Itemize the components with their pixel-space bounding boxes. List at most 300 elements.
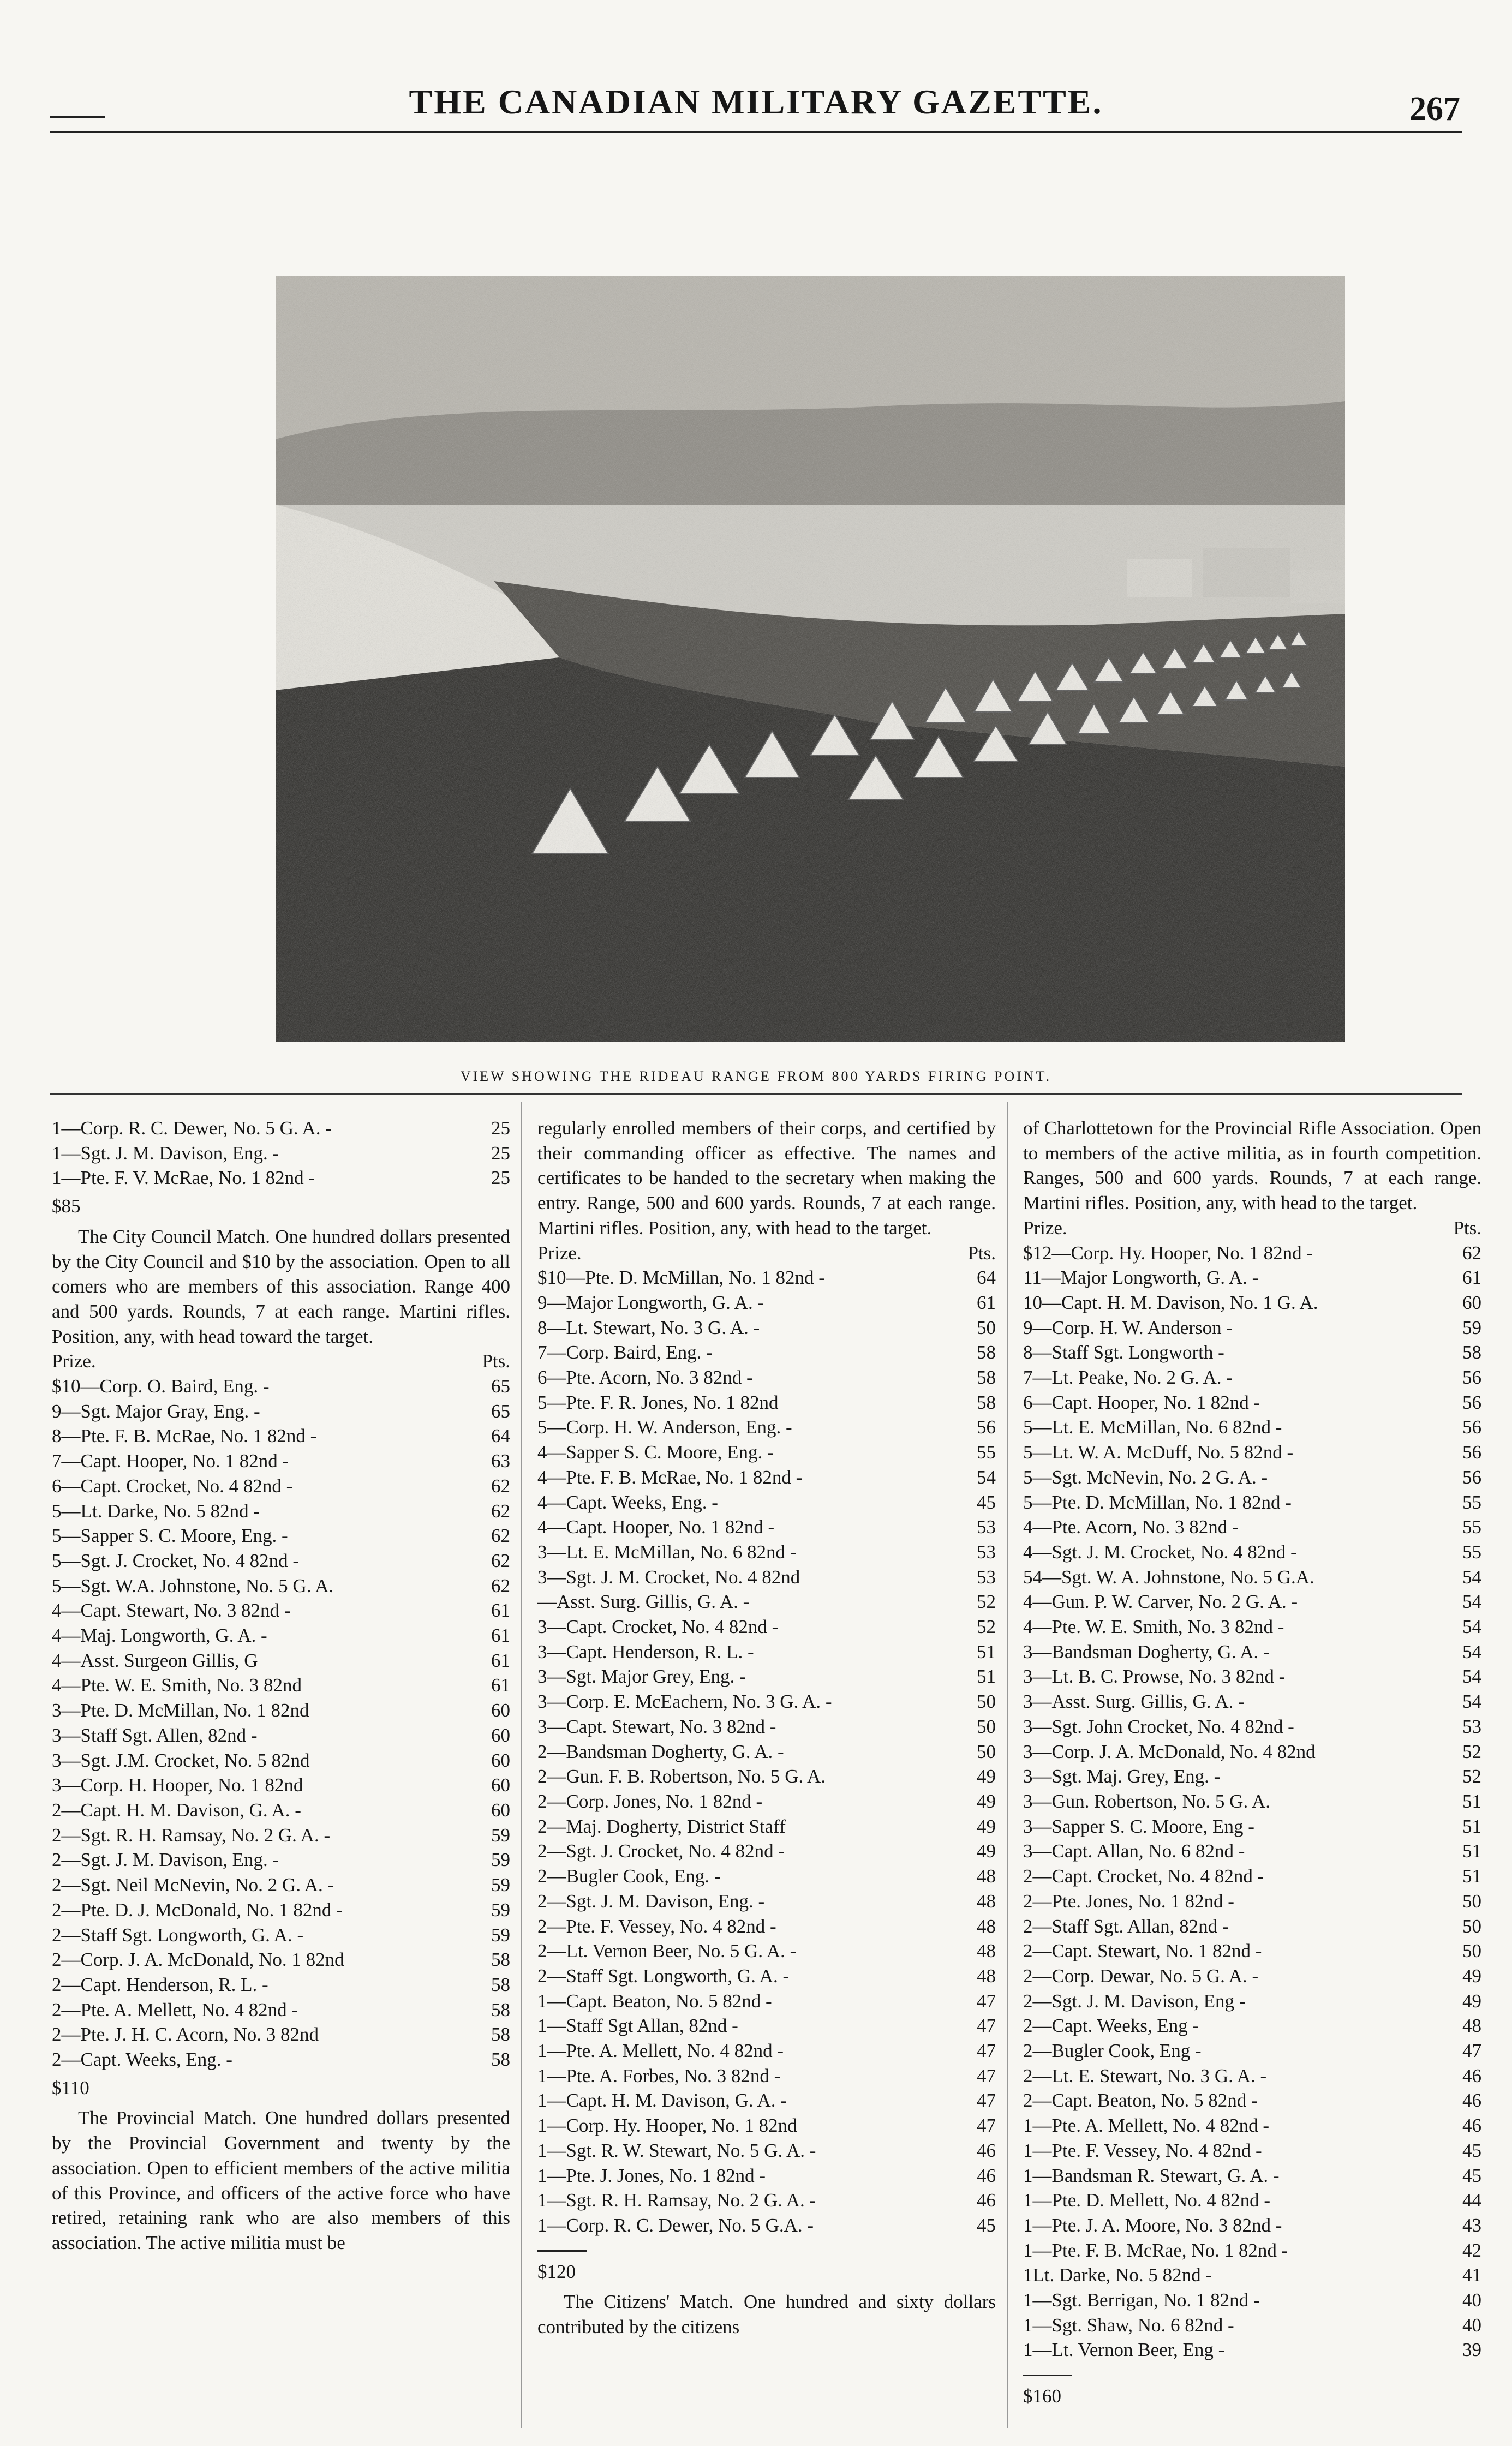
prize-header [1023,1216,1481,1241]
result-entry [537,1839,996,1864]
result-entry [537,2088,996,2113]
competitor-name: 4—Sapper S. C. Moore, Eng. - [537,1442,774,1463]
competitor-name: 3—Sgt. J.M. Crocket, No. 5 82nd [52,1749,310,1771]
points-value: 49 [977,1840,996,1862]
points-value: 52 [1462,1741,1481,1762]
result-entry [537,1340,996,1365]
page-title: THE CANADIAN MILITARY GAZETTE. [409,82,1103,121]
prize-header [537,1241,996,1266]
photo-illustration [276,276,1345,1042]
result-entry [52,1623,510,1648]
points-value: 53 [977,1566,996,1588]
points-value: 55 [977,1442,996,1463]
result-entry [537,1490,996,1515]
result-entry [537,1864,996,1889]
points-value: 45 [977,1491,996,1513]
competitor-name: 8—Pte. F. B. McRae, No. 1 82nd - [52,1425,317,1447]
competitor-name: 2—Capt. Weeks, Eng - [1023,2015,1199,2037]
result-entry [1023,1664,1481,1689]
result-entry [1023,1640,1481,1665]
competitor-name: 2—Lt. Vernon Beer, No. 5 G. A. - [537,1940,797,1962]
points-value: 49 [1462,1990,1481,2012]
points-value: 60 [491,1799,510,1821]
points-value: 58 [491,1949,510,1971]
competitor-name: 7—Capt. Hooper, No. 1 82nd - [52,1450,289,1472]
competitor-name: 7—Corp. Baird, Eng. - [537,1342,713,1363]
competitor-name: $10—Pte. D. McMillan, No. 1 82nd - [537,1267,825,1289]
page-number: 267 [1409,91,1460,128]
points-value: 60 [1462,1291,1481,1313]
competitor-name: 3—Capt. Stewart, No. 3 82nd - [537,1715,776,1737]
points-value: 45 [1462,2139,1481,2161]
result-entry [537,1989,996,2014]
result-entry [52,1847,510,1873]
competitor-name: 4—Capt. Weeks, Eng. - [537,1491,718,1513]
column-1 [52,1116,510,2256]
competitor-name: 1Lt. Darke, No. 5 82nd - [1023,2264,1212,2286]
result-entry [537,1764,996,1789]
competitor-name: 2—Bugler Cook, Eng - [1023,2040,1202,2062]
competitor-name: 3—Capt. Henderson, R. L. - [537,1641,754,1662]
points-value: 49 [977,1790,996,1812]
points-value: 44 [1462,2190,1481,2211]
points-value: 60 [491,1749,510,1771]
competitor-name: 2—Pte. F. Vessey, No. 4 82nd - [537,1915,776,1937]
result-entry [537,1889,996,1914]
competitor-name: 6—Capt. Hooper, No. 1 82nd - [1023,1391,1260,1413]
result-entry [1023,1565,1481,1590]
points-value: 61 [491,1600,510,1622]
result-entry [52,1141,510,1166]
points-value: 59 [491,1899,510,1921]
competitor-name: 3—Sgt. Maj. Grey, Eng. - [1023,1766,1221,1787]
result-entry [52,1898,510,1923]
result-entry [537,1465,996,1490]
column-divider [521,1102,522,2428]
result-entry [1023,2263,1481,2288]
competitor-name: 2—Corp. J. A. McDonald, No. 1 82nd [52,1949,344,1971]
points-value: 55 [1462,1491,1481,1513]
competitor-name: 1—Pte. F. V. McRae, No. 1 82nd - [52,1167,315,1189]
points-value: 56 [977,1416,996,1438]
points-value: 62 [491,1475,510,1497]
points-value: 52 [977,1616,996,1638]
competitor-name: 3—Corp. J. A. McDonald, No. 4 82nd [1023,1741,1316,1762]
result-entry [1023,1241,1481,1266]
result-entry [52,1748,510,1773]
result-entry [52,1574,510,1599]
result-entry [1023,1814,1481,1839]
competitor-name: $12—Corp. Hy. Hooper, No. 1 82nd - [1023,1242,1313,1264]
result-entry [1023,2238,1481,2263]
competitor-name: 3—Sgt. J. M. Crocket, No. 4 82nd [537,1566,800,1588]
result-entry [52,1873,510,1898]
competitor-name: 3—Sgt. Major Grey, Eng. - [537,1666,746,1688]
result-entry [537,1739,996,1765]
points-value: 53 [1462,1715,1481,1737]
result-entry [1023,2213,1481,2238]
result-entry [537,1789,996,1814]
competitor-name: 1—Pte. A. Forbes, No. 3 82nd - [537,2065,781,2086]
competitor-name: 2—Sgt. Neil McNevin, No. 2 G. A. - [52,1874,334,1896]
competitor-name: 5—Sgt. W.A. Johnstone, No. 5 G. A. [52,1575,334,1596]
points-value: 48 [977,1940,996,1962]
result-entry [1023,2313,1481,2338]
result-entry [1023,1739,1481,1765]
points-value: 48 [1462,2015,1481,2037]
competitor-name: 2—Pte. D. J. McDonald, No. 1 82nd - [52,1899,343,1921]
points-value: 47 [1462,2040,1481,2062]
result-list-citizens [1023,1241,1481,2363]
competitor-name: 5—Sgt. J. Crocket, No. 4 82nd - [52,1550,300,1571]
points-label: Pts. [1453,1217,1481,1239]
result-entry [1023,1315,1481,1341]
points-value: 56 [1462,1367,1481,1389]
result-entry [1023,1764,1481,1789]
points-value: 58 [977,1342,996,1363]
prize-header [52,1349,510,1374]
result-entry [52,1798,510,1823]
match-description-provincial: The Provincial Match. One hundred dollars presented by the Provincial Government and twenty by the association. Open to efficient members of the active militia of this Province, and officers of the active force who have retired, retaining rank who are also members of this association. The active militia must be [52,2107,510,2253]
result-list-provincial [537,1265,996,2238]
result-entry [537,1290,996,1315]
points-value: 51 [977,1641,996,1662]
result-entry [52,2047,510,2072]
points-value: 63 [491,1450,510,1472]
points-value: 59 [491,1924,510,1946]
result-entry [537,1515,996,1540]
points-value: 62 [491,1500,510,1522]
competitor-name: 5—Sapper S. C. Moore, Eng. - [52,1525,288,1547]
competitor-name: 2—Capt. Stewart, No. 1 82nd - [1023,1940,1262,1962]
competitor-name: 1—Pte. F. B. McRae, No. 1 82nd - [1023,2239,1288,2261]
competitor-name: 2—Staff Sgt. Allan, 82nd - [1023,1915,1229,1937]
competitor-name: 2—Bugler Cook, Eng. - [537,1865,721,1887]
result-entry [52,1598,510,1623]
result-entry [537,1814,996,1839]
competitor-name: 1—Pte. D. Mellett, No. 4 82nd - [1023,2190,1271,2211]
competitor-name: 1—Sgt. Shaw, No. 6 82nd - [1023,2314,1234,2336]
competitor-name: 7—Lt. Peake, No. 2 G. A. - [1023,1367,1233,1389]
competitor-name: 3—Lt. E. McMillan, No. 6 82nd - [537,1541,797,1563]
competitor-name: 2—Staff Sgt. Longworth, G. A. - [537,1965,790,1987]
result-entry [537,1640,996,1665]
result-entry [1023,1515,1481,1540]
competitor-name: 2—Capt. H. M. Davison, G. A. - [52,1799,301,1821]
prize-label: Prize. [52,1350,96,1372]
points-value: 61 [491,1674,510,1696]
points-value: 49 [977,1815,996,1837]
competitor-name: 4—Pte. W. E. Smith, No. 3 82nd - [1023,1616,1284,1638]
points-label: Pts. [967,1242,996,1264]
competitor-name: 9—Major Longworth, G. A. - [537,1291,764,1313]
result-entry [537,1440,996,1465]
result-entry [1023,1614,1481,1640]
competitor-name: 3—Asst. Surg. Gillis, G. A. - [1023,1691,1245,1713]
points-value: 53 [977,1516,996,1538]
section-rule [1023,2375,1072,2376]
points-value: 54 [1462,1641,1481,1662]
points-value: 65 [491,1375,510,1397]
competitor-name: 4—Gun. P. W. Carver, No. 2 G. A. - [1023,1591,1298,1613]
points-value: 46 [1462,2090,1481,2112]
result-entry [52,2022,510,2047]
result-entry [1023,1440,1481,1465]
result-entry [537,1664,996,1689]
points-value: 47 [977,1990,996,2012]
result-entry [1023,2013,1481,2038]
points-value: 64 [491,1425,510,1447]
points-value: 51 [1462,1865,1481,1887]
points-value: 53 [977,1541,996,1563]
competitor-name: 2—Sgt. J. Crocket, No. 4 82nd - [537,1840,785,1862]
competitor-name: 11—Major Longworth, G. A. - [1023,1267,1259,1289]
competitor-name: 5—Corp. H. W. Anderson, Eng. - [537,1416,792,1438]
points-value: 51 [1462,1840,1481,1862]
competitor-name: 4—Pte. F. B. McRae, No. 1 82nd - [537,1466,803,1488]
result-entry [1023,2163,1481,2188]
column-3 [1023,1116,1481,2414]
result-entry [1023,1390,1481,1415]
competitor-name: 2—Corp. Dewar, No. 5 G. A. - [1023,1965,1259,1987]
competitor-name: 1—Capt. H. M. Davison, G. A. - [537,2090,787,2112]
points-value: 50 [977,1317,996,1338]
result-entry [1023,2038,1481,2064]
points-value: 51 [977,1666,996,1688]
points-value: 50 [977,1691,996,1713]
points-value: 54 [1462,1691,1481,1713]
result-entry [1023,1340,1481,1365]
result-entry [537,1614,996,1640]
result-entry [1023,2088,1481,2113]
result-entry [1023,1914,1481,1939]
points-value: 59 [491,1824,510,1846]
prize-label: Prize. [537,1242,582,1264]
competitor-name: 1—Pte. J. Jones, No. 1 82nd - [537,2164,766,2186]
competitor-name: 3—Lt. B. C. Prowse, No. 3 82nd - [1023,1666,1286,1688]
competitor-name: 10—Capt. H. M. Davison, No. 1 G. A. [1023,1291,1318,1313]
result-entry [1023,1789,1481,1814]
competitor-name: 1—Capt. Beaton, No. 5 82nd - [537,1990,772,2012]
competitor-name: —Asst. Surg. Gillis, G. A. - [537,1591,750,1613]
competitor-name: 4—Maj. Longworth, G. A. - [52,1625,267,1647]
points-value: 62 [491,1575,510,1596]
result-entry [52,1548,510,1574]
competitor-name: 1—Bandsman R. Stewart, G. A. - [1023,2164,1280,2186]
points-value: 47 [977,2065,996,2086]
result-entry [537,2188,996,2213]
result-entry [52,1424,510,1449]
points-value: 62 [491,1525,510,1547]
points-value: 51 [1462,1790,1481,1812]
points-value: 54 [1462,1616,1481,1638]
result-entry [52,1374,510,1399]
competitor-name: 9—Corp. H. W. Anderson - [1023,1317,1233,1338]
competitor-name: 3—Pte. D. McMillan, No. 1 82nd [52,1700,309,1721]
result-entry [1023,1290,1481,1315]
result-entry [1023,1964,1481,1989]
result-entry [1023,1689,1481,1714]
points-value: 46 [977,2190,996,2211]
result-entry [537,1565,996,1590]
points-label: Pts. [482,1350,510,1372]
competitor-name: 1—Pte. J. A. Moore, No. 3 82nd - [1023,2214,1282,2236]
points-value: 48 [977,1890,996,1912]
points-value: 46 [1462,2115,1481,2137]
prize-total: $160 [1023,2385,1061,2407]
result-entry [1023,2337,1481,2363]
match-description-citizens: The Citizens' Match. One hundred and sixty dollars contributed by the citizens [537,2291,996,2338]
competitor-name: 4—Sgt. J. M. Crocket, No. 4 82nd - [1023,1541,1297,1563]
competitor-name: 3—Corp. E. McEachern, No. 3 G. A. - [537,1691,832,1713]
match-description-provincial-continued: regularly enrolled members of their corps, and certified by their commanding officer as effective. The names and certificates to be handed to the secretary when making the entry. Range, 500 and 600 yards. Rounds, 7 at each range. Martini rifles. Position, any, with head to the target. [537,1117,996,1239]
competitor-name: 3—Capt. Crocket, No. 4 82nd - [537,1616,779,1638]
result-entry [1023,1365,1481,1390]
points-value: 46 [1462,2065,1481,2086]
points-value: 51 [1462,1815,1481,1837]
result-entry [537,1964,996,1989]
competitor-name: 2—Maj. Dogherty, District Staff [537,1815,786,1837]
points-value: 62 [1462,1242,1481,1264]
points-value: 50 [1462,1915,1481,1937]
points-value: 50 [977,1715,996,1737]
competitor-name: 2—Sgt. J. M. Davison, Eng - [1023,1990,1246,2012]
points-value: 25 [491,1117,510,1139]
result-entry [1023,2064,1481,2089]
points-value: 58 [977,1367,996,1389]
result-entry [537,2113,996,2138]
competitor-name: 5—Sgt. McNevin, No. 2 G. A. - [1023,1466,1268,1488]
result-entry [52,1449,510,1474]
competitor-name: 2—Pte. A. Mellett, No. 4 82nd - [52,1999,298,2020]
points-value: 48 [977,1965,996,1987]
result-entry [537,2163,996,2188]
points-value: 50 [977,1741,996,1762]
points-value: 54 [977,1466,996,1488]
points-value: 43 [1462,2214,1481,2236]
result-entry [52,1474,510,1499]
result-entry [1023,1589,1481,1614]
points-value: 25 [491,1142,510,1164]
competitor-name: 5—Lt. E. McMillan, No. 6 82nd - [1023,1416,1282,1438]
prize-label: Prize. [1023,1217,1067,1239]
points-value: 52 [1462,1766,1481,1787]
result-list-city-council [52,1374,510,2072]
points-value: 47 [977,2115,996,2137]
competitor-name: 54—Sgt. W. A. Johnstone, No. 5 G.A. [1023,1566,1314,1588]
points-value: 50 [1462,1940,1481,1962]
result-entry [52,1923,510,1948]
result-entry [1023,2113,1481,2138]
result-entry [1023,1839,1481,1864]
points-value: 46 [977,2139,996,2161]
result-entry [52,1499,510,1524]
competitor-name: 9—Sgt. Major Gray, Eng. - [52,1400,260,1422]
competitor-name: 5—Lt. Darke, No. 5 82nd - [52,1500,260,1522]
points-value: 58 [491,2024,510,2046]
competitor-name: 3—Gun. Robertson, No. 5 G. A. [1023,1790,1271,1812]
competitor-name: 2—Capt. Beaton, No. 5 82nd - [1023,2090,1258,2112]
result-entry [1023,1889,1481,1914]
points-value: 61 [1462,1267,1481,1289]
result-entry [52,1165,510,1191]
points-value: 54 [1462,1591,1481,1613]
points-value: 61 [491,1649,510,1671]
result-entry [537,1315,996,1341]
result-entry [537,1939,996,1964]
points-value: 62 [491,1550,510,1571]
result-entry [52,1998,510,2023]
section-rule [537,2250,587,2252]
result-entry [537,1714,996,1739]
competitor-name: 1—Corp. R. C. Dewer, No. 5 G.A. - [537,2214,814,2236]
result-entry [1023,1989,1481,2014]
competitor-name: 3—Bandsman Dogherty, G. A. - [1023,1641,1270,1662]
points-value: 47 [977,2040,996,2062]
competitor-name: 1—Pte. A. Mellett, No. 4 82nd - [1023,2115,1270,2137]
result-entry [1023,2288,1481,2313]
result-entry [537,2038,996,2064]
competitor-name: 1—Lt. Vernon Beer, Eng - [1023,2339,1225,2361]
points-value: 47 [977,2015,996,2037]
points-value: 59 [491,1849,510,1871]
result-entry [1023,1265,1481,1290]
points-value: 59 [491,1874,510,1896]
competitor-name: 8—Lt. Stewart, No. 3 G. A. - [537,1317,760,1338]
points-value: 54 [1462,1666,1481,1688]
competitor-name: 3—Staff Sgt. Allen, 82nd - [52,1724,258,1746]
points-value: 39 [1462,2339,1481,2361]
competitor-name: 2—Bandsman Dogherty, G. A. - [537,1741,784,1762]
competitor-name: 1—Corp. R. C. Dewer, No. 5 G. A. - [52,1117,332,1139]
competitor-name: 1—Pte. F. Vessey, No. 4 82nd - [1023,2139,1262,2161]
points-value: 52 [977,1591,996,1613]
competitor-name: 2—Lt. E. Stewart, No. 3 G. A. - [1023,2065,1267,2086]
result-list-continued [52,1116,510,1191]
result-entry [52,1673,510,1698]
points-value: 45 [1462,2164,1481,2186]
result-entry [537,2138,996,2163]
competitor-name: 6—Capt. Crocket, No. 4 82nd - [52,1475,293,1497]
points-value: 48 [977,1865,996,1887]
points-value: 25 [491,1167,510,1189]
result-entry [52,1399,510,1424]
points-value: 42 [1462,2239,1481,2261]
result-entry [537,1415,996,1440]
competitor-name: 4—Pte. Acorn, No. 3 82nd - [1023,1516,1239,1538]
result-entry [537,1914,996,1939]
competitor-name: 2—Pte. J. H. C. Acorn, No. 3 82nd [52,2024,319,2046]
points-value: 41 [1462,2264,1481,2286]
points-value: 55 [1462,1516,1481,1538]
competitor-name: 4—Pte. W. E. Smith, No. 3 82nd [52,1674,302,1696]
points-value: 54 [1462,1566,1481,1588]
result-entry [1023,2188,1481,2213]
result-entry [1023,2138,1481,2163]
competitor-name: 4—Capt. Stewart, No. 3 82nd - [52,1600,291,1622]
points-value: 49 [977,1766,996,1787]
points-value: 60 [491,1700,510,1721]
result-entry [1023,1490,1481,1515]
points-value: 45 [977,2214,996,2236]
points-value: 60 [491,1724,510,1746]
result-entry [52,1823,510,1848]
match-description-citizens-continued: of Charlottetown for the Provincial Rifle Association. Open to members of the active militia, as in fourth competition. Ranges, 500 and 600 yards. Rounds, 7 at each range. Martini rifles. Position, any, with head to the target. [1023,1117,1481,1214]
competitor-name: 1—Corp. Hy. Hooper, No. 1 82nd [537,2115,797,2137]
points-value: 56 [1462,1391,1481,1413]
points-value: 48 [977,1915,996,1937]
competitor-name: 2—Sgt. J. M. Davison, Eng. - [52,1849,279,1871]
